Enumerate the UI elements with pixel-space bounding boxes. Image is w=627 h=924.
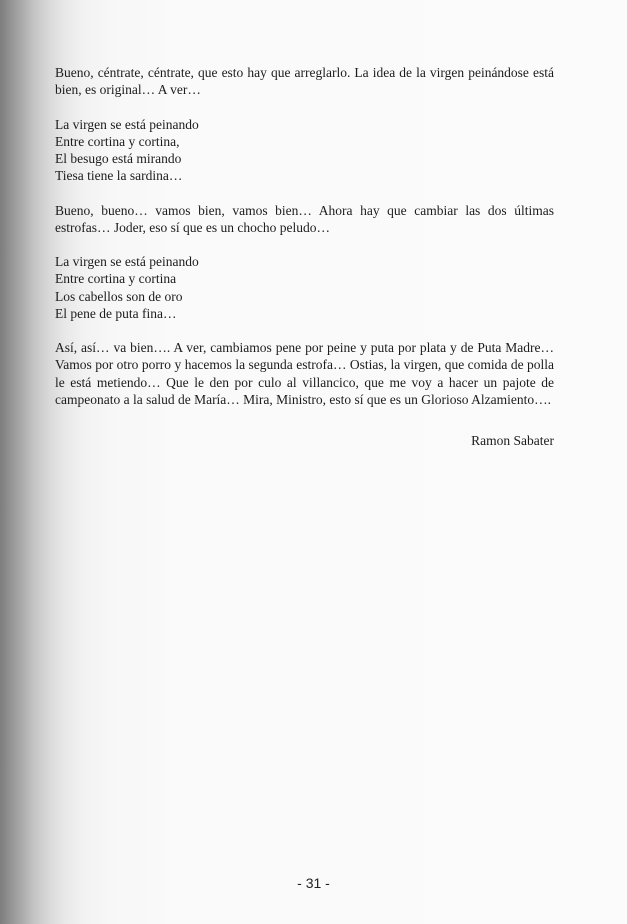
verse-line: La virgen se está peinando: [55, 254, 199, 270]
verse-line: El besugo está mirando: [55, 151, 182, 166]
paragraph-closing: Así, así… va bien…. A ver, cambiamos pene por peine y puta por plata y de Puta Madre… Vamos por otro porro y hacemos la segunda estrofa… Ostias, la virgen, que comida de polla le está metiendo… Que le den por culo al villancico, que me voy a hacer un pajote de campeonato a la salud de María… Mira, Ministro, esto sí que es un Glorioso Alzamiento….: [55, 340, 554, 407]
body-text: [55, 64, 554, 425]
paragraph-intro: Bueno, céntrate, céntrate, que esto hay que arreglarlo. La idea de la virgen peinándose está bien, es original… A ver…: [55, 65, 554, 98]
verse-second: [55, 253, 554, 322]
verse-line: Los cabellos son de oro: [55, 288, 183, 304]
verse-line: La virgen se está peinando: [55, 116, 199, 132]
paragraph-middle: Bueno, bueno… vamos bien, vamos bien… Ahora hay que cambiar las dos últimas estrofas… Joder, eso sí que es un chocho peludo…: [55, 202, 554, 235]
verse-line: El pene de puta fina…: [55, 305, 177, 321]
author-signature: Ramon Sabater: [471, 433, 554, 448]
verse-line: Entre cortina y cortina: [55, 271, 177, 287]
verse-line: Tiesa tiene la sardina…: [55, 168, 183, 184]
verse-first: [55, 116, 554, 185]
page-number: - 31 -: [297, 875, 330, 891]
verse-line: Entre cortina y cortina,: [55, 133, 180, 149]
